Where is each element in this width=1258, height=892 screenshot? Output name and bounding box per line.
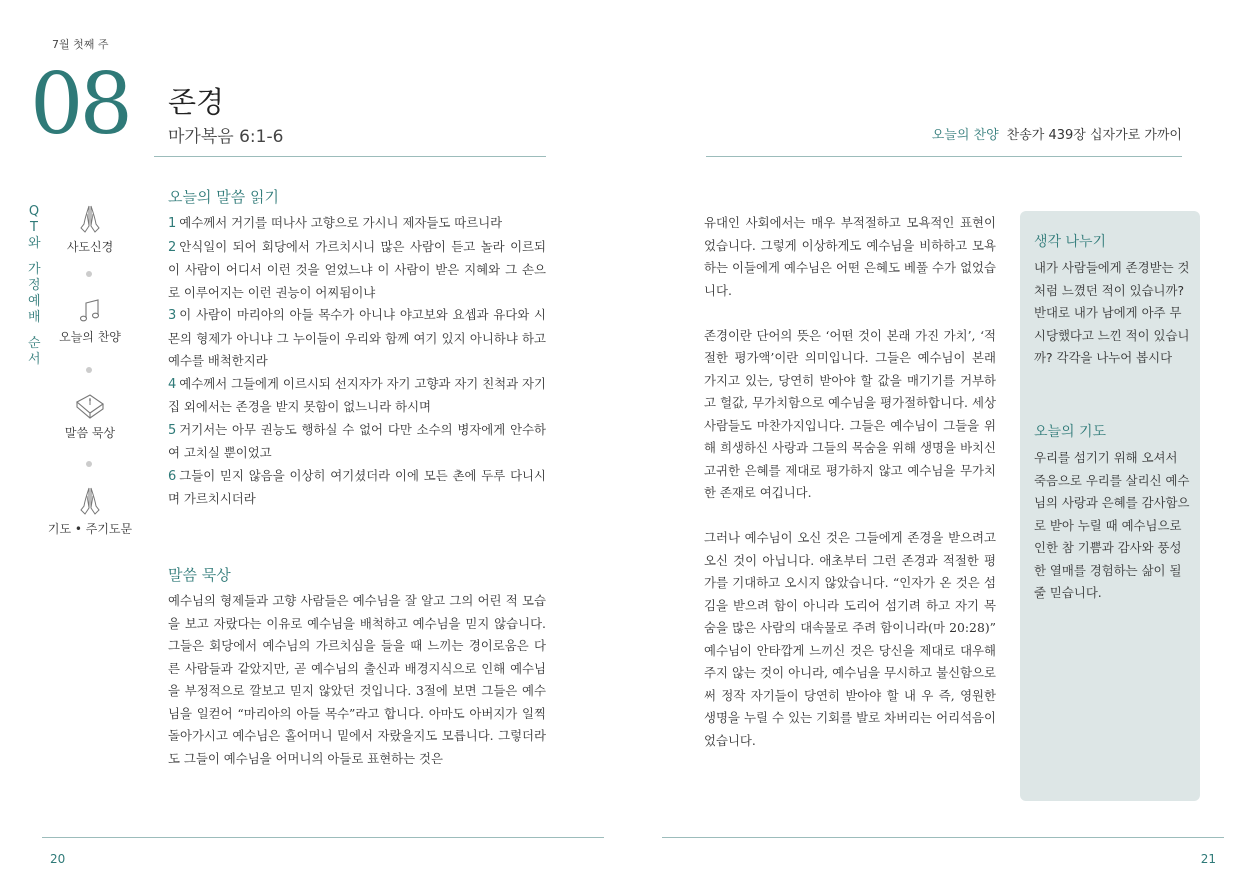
verse-number: 5 <box>168 422 177 438</box>
verse-text: 이 사람이 마리아의 아들 목수가 아니냐 야고보와 요셉과 유다와 시몬의 형제가 아니냐 그 누이들이 우리와 함께 여기 있지 아니하냐 하고 예수를 배척한지라 <box>168 307 546 368</box>
scripture-reference: 마가복음 6:1-6 <box>168 127 284 147</box>
step-label: 기도 • 주기도문 <box>47 522 133 536</box>
verse-text: 그들이 믿지 않음을 이상히 여기셨더라 이에 모든 촌에 두루 다니시며 가르치시더라 <box>168 467 546 506</box>
sidebar-step-meditation <box>54 392 126 441</box>
prayer-heading: 오늘의 기도 <box>1034 424 1107 440</box>
step-separator-dot <box>86 461 92 467</box>
step-separator-dot <box>86 271 92 277</box>
day-number: 08 <box>30 55 129 153</box>
step-label: 오늘의 찬양 <box>59 330 121 344</box>
step-label: 사도신경 <box>66 240 114 254</box>
verse-text: 예수께서 거기를 떠나사 고향으로 가시니 제자들도 따르니라 <box>179 215 503 230</box>
header-divider-left <box>154 156 546 157</box>
page-number-left: 20 <box>50 852 66 866</box>
verse-number: 4 <box>168 376 177 392</box>
music-note-icon <box>78 298 102 324</box>
meditation-heading: 말씀 묵상 <box>168 566 231 584</box>
verse-text: 거기서는 아무 권능도 행하실 수 없어 다만 소수의 병자에게 안수하여 고치실 뿐이었고 <box>168 421 546 460</box>
footer-divider-right <box>662 837 1224 838</box>
scripture-verses <box>168 212 546 511</box>
verse-number: 3 <box>168 308 177 323</box>
reading-heading: 오늘의 말씀 읽기 <box>168 188 279 206</box>
sidebar-step-creed <box>54 204 126 255</box>
verse <box>168 212 546 236</box>
sharing-text: 내가 사람들에게 존경받는 것처럼 느꼈던 적이 있습니까? 반대로 내가 남에게 아주 무시당했다고 느낀 적이 있습니까? 각각을 나누어 봅시다 <box>1034 260 1190 365</box>
sharing-prayer-box <box>1020 211 1200 801</box>
meditation-text-left: 예수님의 형제들과 고향 사람들은 예수님을 잘 알고 그의 어린 적 모습을 보고 자랐다는 이유로 예수님을 배척하고 예수님을 믿지 않습니다. 그들은 회당에서 예수님의 가르치심을 들을 때 느끼는 경이로움은 다른 사람들과 같았지만, 곧 예수님의 출신과 배경지식으로 인해 예수님을 부정적으로 깔보고 믿지 않았던 것입니다. 3절에 보면 그들은 예수님을 일컫어 “마리아의 아들 목수”라고 합니다. 아마도 아버지가 일찍 돌아가시고 예수님은 홀어머니 밑에서 자랐을지도 모릅니다. 그렇더라도 그들이 예수님을 어머니의 아들로 표현하는 것은 <box>168 593 546 766</box>
hymn-title: 찬송가 439장 십자가로 가까이 <box>1006 128 1182 143</box>
header-divider-right <box>706 156 1182 157</box>
week-label: 7월 첫째 주 <box>52 38 109 51</box>
meditation-paragraph: 존경이란 단어의 뜻은 ‘어떤 것이 본래 가진 가치’, ‘적절한 평가액’이란 의미입니다. 그들은 예수님이 본래 가지고 있는, 당연히 받아야 할 값을 매기기를 거부하고 헐값, 무가치함으로 예수님을 평가절하합니다. 세상 사람들도 마찬가지입니다. 그들은 예수님이 그들을 위해 희생하신 사랑과 그들의 목숨을 위해 생명을 바치신 고귀한 은혜를 제대로 평가하지 않고 예수님을 무가치한 존재로 여깁니다. <box>704 327 996 500</box>
meditation-text-right <box>704 212 996 775</box>
page-title: 존경 <box>168 85 225 119</box>
sidebar-vertical-label: Q T 와 가 정 예 배 순 서 <box>28 204 41 367</box>
todays-hymn <box>932 124 1182 143</box>
verse-number: 6 <box>168 468 177 484</box>
step-separator-dot <box>86 367 92 373</box>
verse-text: 안식일이 되어 회당에서 가르치시니 많은 사람이 듣고 놀라 이르되 이 사람이 어디서 이런 것을 얻었느냐 이 사람이 받은 지혜와 그 손으로 이루어지는 이런 권능이 어찌됨이냐 <box>168 238 546 300</box>
verse <box>168 304 546 373</box>
verse <box>168 236 546 305</box>
verse <box>168 465 546 511</box>
page-number-right: 21 <box>1200 852 1216 866</box>
prayer-text: 우리를 섬기기 위해 오셔서 죽음으로 우리를 살리신 예수님의 사랑과 은혜를 감사함으로 받아 누릴 때 예수님으로 인한 참 기쁨과 감사와 풍성한 열매를 경험하는 삶이 될 줄 믿습니다. <box>1034 450 1190 600</box>
step-label: 말씀 묵상 <box>64 426 116 440</box>
praying-hands-icon <box>76 486 104 516</box>
sidebar-step-prayer <box>44 486 136 537</box>
hymn-label: 오늘의 찬양 <box>931 128 999 143</box>
verse <box>168 373 546 419</box>
footer-divider-left <box>42 837 604 838</box>
verse-number: 2 <box>168 239 177 255</box>
sharing-heading: 생각 나누기 <box>1034 234 1107 250</box>
meditation-paragraph: 그러나 예수님이 오신 것은 그들에게 존경을 받으려고 오신 것이 아닙니다. 애초부터 그런 존경과 적절한 평가를 기대하고 오시지 않았습니다. “인자가 온 것은 섬김을 받으려 함이 아니라 도리어 섬기려 하고 자기 목숨을 많은 사람의 대속물로 주려 함이니라(마 20:28)” 예수님이 안타깝게 느끼신 것은 당신을 제대로 대우해주지 않는 것이 아니라, 예수님을 무시하고 불신함으로써 정작 자기들이 당연히 받아야 할 내 우 즉, 영원한 생명을 누릴 수 있는 기회를 발로 차버리는 어리석음이었습니다. <box>704 530 996 748</box>
sidebar-step-hymn <box>54 298 126 345</box>
bible-icon <box>74 392 106 420</box>
verse-text: 예수께서 그들에게 이르시되 선지자가 자기 고향과 자기 친척과 자기 집 외에서는 존경을 받지 못함이 없느니라 하시며 <box>168 375 546 414</box>
praying-hands-icon <box>76 204 104 234</box>
meditation-paragraph: 유대인 사회에서는 매우 부적절하고 모욕적인 표현이었습니다. 그렇게 이상하게도 예수님을 비하하고 모욕하는 이들에게 예수님은 어떤 은혜도 베풀 수가 없었습니다. <box>704 215 996 298</box>
verse <box>168 419 546 465</box>
verse-number: 1 <box>168 216 177 231</box>
